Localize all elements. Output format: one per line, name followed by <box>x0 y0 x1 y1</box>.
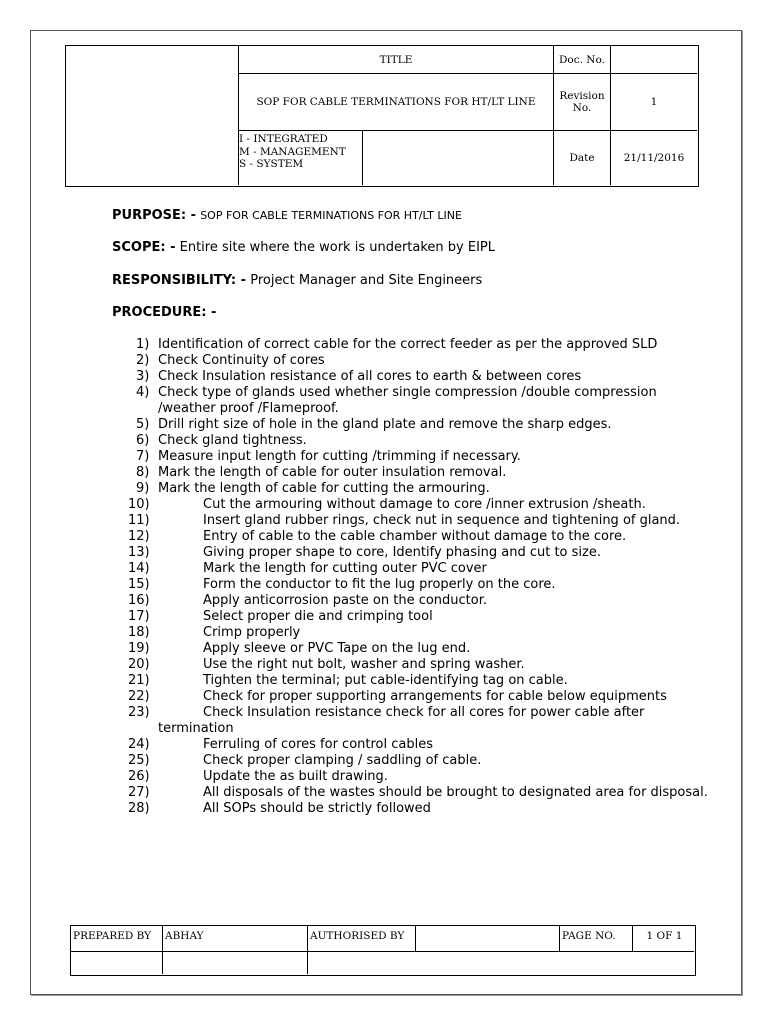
step-text: Check Insulation resistance of all cores to earth & between cores <box>158 369 582 384</box>
step-text: All disposals of the wastes should be brought to designated area for disposal. <box>203 785 708 800</box>
procedure-step <box>128 513 716 529</box>
procedure-list <box>128 337 716 817</box>
step-text: Check gland tightness. <box>158 433 307 448</box>
step-number: 7) <box>136 449 150 464</box>
procedure-step <box>136 433 716 449</box>
scope-line <box>112 240 495 255</box>
ims-line-1: I - INTEGRATED <box>239 133 328 145</box>
procedure-step <box>128 497 716 513</box>
procedure-step <box>128 657 716 673</box>
step-number: 16) <box>128 593 150 608</box>
step-number: 26) <box>128 769 150 784</box>
ims-blank-cell <box>362 130 553 185</box>
step-text: Check Insulation resistance check for all cores for power cable after termination <box>158 705 645 736</box>
procedure-step <box>136 353 716 369</box>
revision-label: Revision No. <box>553 73 610 130</box>
step-number: 3) <box>136 369 150 384</box>
step-text: Tighten the terminal; put cable-identifying tag on cable. <box>203 673 568 688</box>
step-number: 13) <box>128 545 150 560</box>
procedure-heading <box>112 305 216 320</box>
procedure-step <box>128 753 716 769</box>
step-text: Use the right nut bolt, washer and spring washer. <box>203 657 525 672</box>
procedure-step <box>136 337 716 353</box>
step-number: 11) <box>128 513 150 528</box>
purpose-line <box>112 208 462 223</box>
procedure-step <box>128 609 716 625</box>
step-text: Check proper clamping / saddling of cable. <box>203 753 482 768</box>
step-text: Drill right size of hole in the gland plate and remove the sharp edges. <box>158 417 612 432</box>
procedure-step <box>136 369 716 385</box>
step-number: 20) <box>128 657 150 672</box>
step-text: Mark the length of cable for cutting the armouring. <box>158 481 490 496</box>
ims-line-2: M - MANAGEMENT <box>239 145 346 158</box>
doc-no-label: Doc. No. <box>553 46 610 73</box>
step-number: 19) <box>128 641 150 656</box>
responsibility-text: Project Manager and Site Engineers <box>250 273 483 288</box>
procedure-step <box>136 481 716 497</box>
procedure-step <box>128 545 716 561</box>
step-text: Measure input length for cutting /trimming if necessary. <box>158 449 521 464</box>
step-number: 24) <box>128 737 150 752</box>
step-number: 1) <box>136 337 150 352</box>
step-number: 10) <box>128 497 150 512</box>
logo-cell <box>66 46 238 185</box>
procedure-step <box>128 673 716 689</box>
footer-table <box>70 925 696 976</box>
scope-text: Entire site where the work is undertaken by EIPL <box>179 240 496 255</box>
revision-value: 1 <box>610 73 697 130</box>
step-number: 14) <box>128 561 150 576</box>
title-value: SOP FOR CABLE TERMINATIONS FOR HT/LT LINE <box>238 73 553 130</box>
step-text: Select proper die and crimping tool <box>203 609 433 624</box>
step-text: Ferruling of cores for control cables <box>203 737 433 752</box>
procedure-step <box>136 385 716 417</box>
procedure-step <box>128 561 716 577</box>
step-text: Check Continuity of cores <box>158 353 325 368</box>
date-value: 21/11/2016 <box>610 130 697 185</box>
step-number: 27) <box>128 785 150 800</box>
purpose-label: PURPOSE: - <box>112 208 197 223</box>
footer-blank-3 <box>307 951 694 974</box>
doc-no-value <box>610 46 697 73</box>
responsibility-label: RESPONSIBILITY: - <box>112 273 247 288</box>
step-number: 6) <box>136 433 150 448</box>
step-text: Update the as built drawing. <box>203 769 388 784</box>
step-number: 4) <box>136 385 150 400</box>
step-text: Insert gland rubber rings, check nut in sequence and tightening of gland. <box>203 513 681 528</box>
footer-blank-1 <box>71 951 162 974</box>
procedure-step <box>128 801 716 817</box>
page-label: PAGE NO. <box>559 926 632 951</box>
prepared-label: PREPARED BY <box>73 930 152 942</box>
step-number: 18) <box>128 625 150 640</box>
step-text: Entry of cable to the cable chamber without damage to the core. <box>203 529 627 544</box>
step-text: All SOPs should be strictly followed <box>203 801 431 816</box>
step-text: Apply sleeve or PVC Tape on the lug end. <box>203 641 471 656</box>
procedure-step <box>128 529 716 545</box>
responsibility-line <box>112 273 482 288</box>
step-number: 22) <box>128 689 150 704</box>
procedure-step <box>128 593 716 609</box>
procedure-step <box>128 769 716 785</box>
step-text: Form the conductor to fit the lug properly on the core. <box>203 577 556 592</box>
page-value: 1 OF 1 <box>632 926 694 951</box>
date-label: Date <box>553 130 610 185</box>
step-text: Mark the length of cable for outer insulation removal. <box>158 465 507 480</box>
procedure-step <box>136 449 716 465</box>
procedure-step <box>128 689 716 705</box>
authorised-label: AUTHORISED BY <box>307 926 415 951</box>
procedure-step <box>128 641 716 657</box>
footer-blank-2 <box>162 951 307 974</box>
step-text: Identification of correct cable for the correct feeder as per the approved SLD <box>158 337 658 352</box>
step-number: 8) <box>136 465 150 480</box>
step-number: 9) <box>136 481 150 496</box>
step-text: Check type of glands used whether single compression /double compression /weather proof /Flameproof. <box>158 385 657 416</box>
authorised-value <box>415 926 559 951</box>
step-text: Apply anticorrosion paste on the conductor. <box>203 593 488 608</box>
scope-label: SCOPE: - <box>112 240 176 255</box>
step-number: 15) <box>128 577 150 592</box>
step-number: 5) <box>136 417 150 432</box>
step-number: 12) <box>128 529 150 544</box>
procedure-label: PROCEDURE: - <box>112 305 217 320</box>
step-number: 17) <box>128 609 150 624</box>
procedure-step <box>128 737 716 753</box>
step-number: 2) <box>136 353 150 368</box>
step-text: Crimp properly <box>203 625 301 640</box>
procedure-step <box>136 417 716 433</box>
step-number: 28) <box>128 801 150 816</box>
ims-line-3: S - SYSTEM <box>239 158 304 170</box>
step-number: 25) <box>128 753 150 768</box>
procedure-step <box>128 705 716 737</box>
title-label: TITLE <box>238 46 553 73</box>
step-text: Mark the length for cutting outer PVC cover <box>203 561 487 576</box>
step-text: Cut the armouring without damage to core /inner extrusion /sheath. <box>203 497 646 512</box>
step-number: 21) <box>128 673 150 688</box>
procedure-step <box>128 625 716 641</box>
procedure-step <box>136 465 716 481</box>
step-text: Check for proper supporting arrangements for cable below equipments <box>203 689 667 704</box>
header-table <box>65 45 699 187</box>
procedure-step <box>128 785 716 801</box>
purpose-text: SOP FOR CABLE TERMINATIONS FOR HT/LT LINE <box>200 209 462 222</box>
prepared-value: ABHAY <box>162 926 307 951</box>
procedure-step <box>128 577 716 593</box>
step-number: 23) <box>128 705 150 720</box>
ims-cell <box>238 130 362 185</box>
step-text: Giving proper shape to core, Identify phasing and cut to size. <box>203 545 601 560</box>
